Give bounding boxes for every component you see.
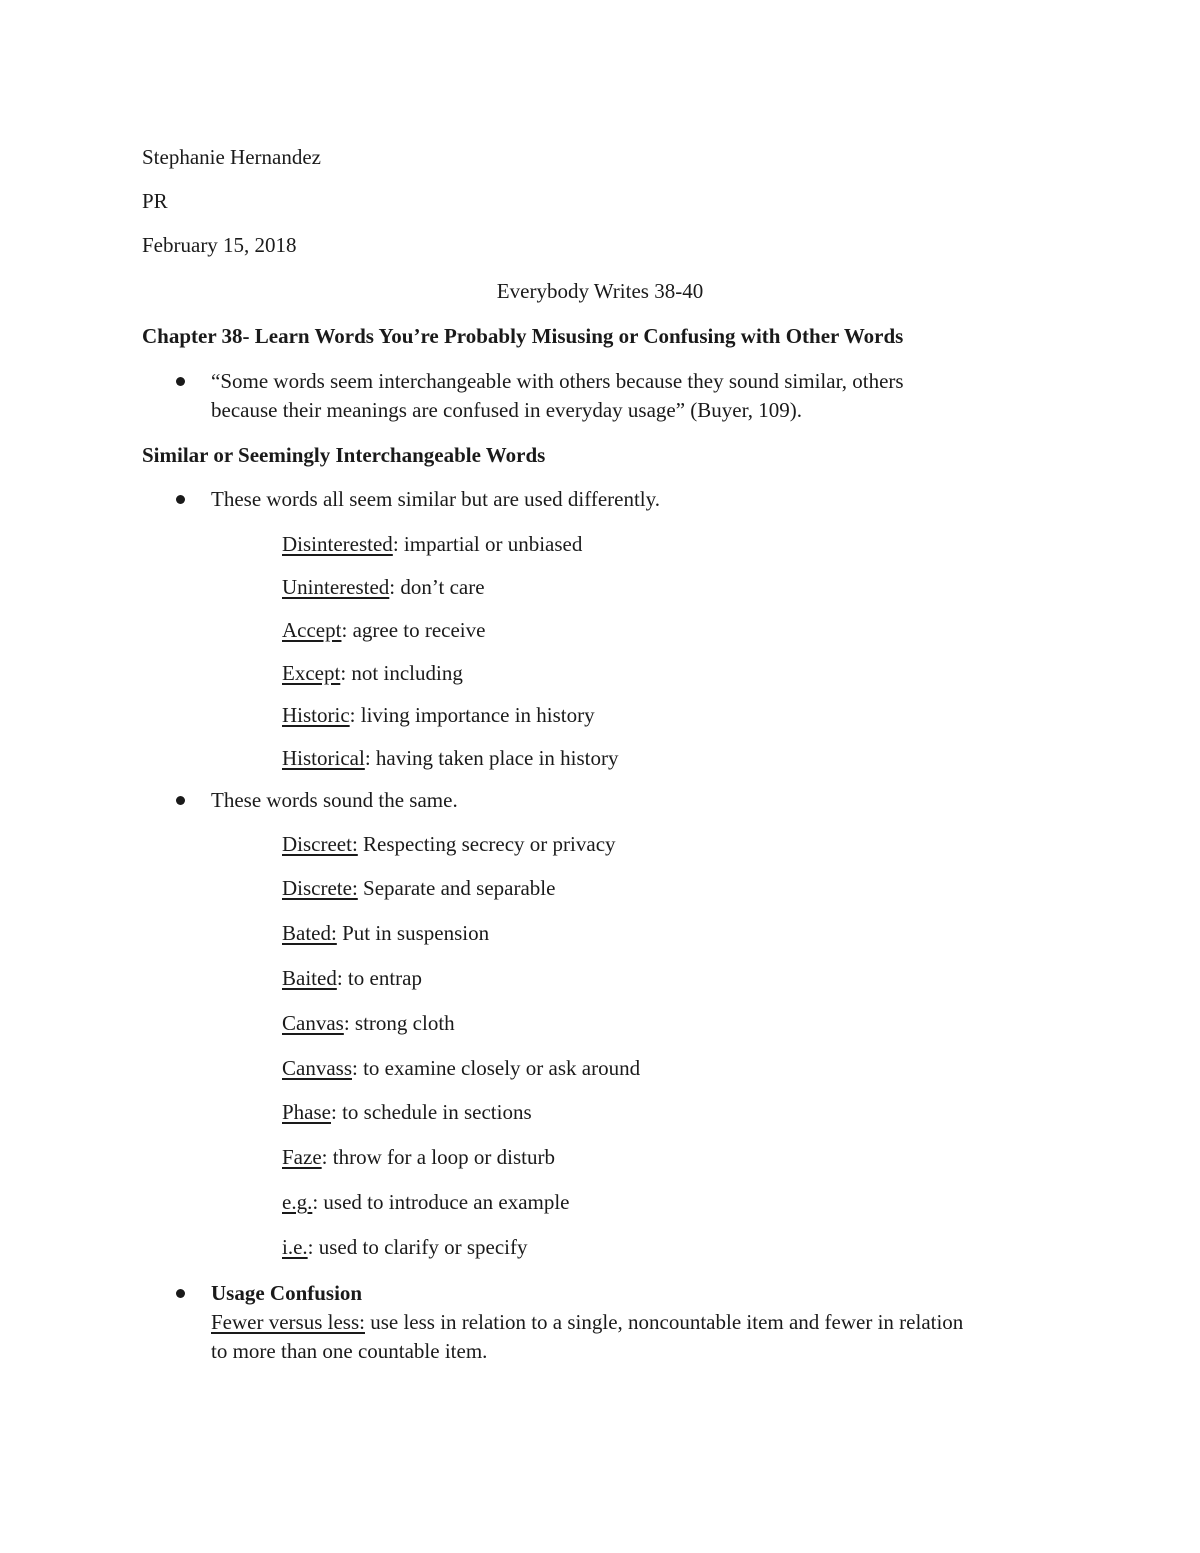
bullet-icon <box>176 377 185 386</box>
definition: living importance in history <box>355 703 595 727</box>
term: Historic <box>282 703 350 727</box>
definition-item: Historical: having taken place in history <box>282 746 619 770</box>
section-heading: Similar or Seemingly Interchangeable Words <box>142 443 546 467</box>
definition-item: Accept: agree to receive <box>282 618 486 642</box>
term: Uninterested <box>282 575 390 599</box>
course-name: PR <box>142 189 168 213</box>
definition-item: Faze: throw for a loop or disturb <box>282 1145 555 1169</box>
definition: agree to receive <box>347 618 486 642</box>
usage-line-1: Fewer versus less: use less in relation to a single, noncountable item and fewer in relation <box>211 1310 964 1334</box>
term: Faze <box>282 1145 322 1169</box>
bullet-icon <box>176 495 185 504</box>
definition-item <box>282 874 555 902</box>
definition-item: e.g.: used to introduce an example <box>282 1190 570 1214</box>
definition: used to clarify or specify <box>313 1235 528 1259</box>
definition-item: Baited: to entrap <box>282 966 422 990</box>
definition: Put in suspension <box>336 921 490 945</box>
term: Canvas <box>282 1011 344 1035</box>
definition: not including <box>346 661 463 685</box>
quote-line-2: because their meanings are confused in everyday usage” (Buyer, 109). <box>211 398 803 422</box>
chapter-heading: Chapter 38- Learn Words You’re Probably Misusing or Confusing with Other Words <box>142 324 904 348</box>
usage-line-2: to more than one countable item. <box>211 1339 488 1363</box>
definition-item: Disinterested: impartial or unbiased <box>282 532 583 556</box>
definition: impartial or unbiased <box>398 532 583 556</box>
document-title: Everybody Writes 38-40 <box>496 279 704 303</box>
bullet-icon <box>176 1289 185 1298</box>
usage-term: Fewer versus less: <box>211 1310 365 1334</box>
term: i.e. <box>282 1235 308 1259</box>
term: Canvass <box>282 1056 352 1080</box>
term: Bated: <box>282 921 337 945</box>
definition-item: Canvas: strong cloth <box>282 1011 455 1035</box>
definition-item: Except: not including <box>282 661 463 685</box>
usage-heading: Usage Confusion <box>211 1281 363 1305</box>
definition: to entrap <box>342 966 422 990</box>
definition: throw for a loop or disturb <box>327 1145 555 1169</box>
bullet-same-sound: These words sound the same. <box>211 788 458 812</box>
term: Discreet: <box>282 832 358 856</box>
term: e.g. <box>282 1190 313 1214</box>
term: Accept <box>282 618 342 642</box>
definition-item: i.e.: used to clarify or specify <box>282 1235 528 1259</box>
definition-item: Canvass: to examine closely or ask around <box>282 1056 641 1080</box>
definition: having taken place in history <box>370 746 619 770</box>
definition: used to introduce an example <box>318 1190 570 1214</box>
term: Except <box>282 661 341 685</box>
definition: Separate and separable <box>357 876 556 900</box>
document-date: February 15, 2018 <box>142 233 297 257</box>
definition-item: Phase: to schedule in sections <box>282 1100 532 1124</box>
definition-item: Uninterested: don’t care <box>282 575 485 599</box>
bullet-similar-words: These words all seem similar but are used differently. <box>211 487 661 511</box>
term: Phase <box>282 1100 331 1124</box>
quote-line-1: “Some words seem interchangeable with others because they sound similar, others <box>211 369 904 393</box>
definition: to schedule in sections <box>336 1100 532 1124</box>
term: Discrete: <box>282 876 358 900</box>
term: Disinterested <box>282 532 393 556</box>
definition: Respecting secrecy or privacy <box>357 832 616 856</box>
definition-item <box>282 830 616 858</box>
definition: to examine closely or ask around <box>357 1056 641 1080</box>
definition-item <box>282 919 489 947</box>
definition: strong cloth <box>349 1011 455 1035</box>
term: Historical <box>282 746 365 770</box>
term: Baited <box>282 966 337 990</box>
definition-item: Historic: living importance in history <box>282 703 595 727</box>
definition: don’t care <box>395 575 485 599</box>
author-name: Stephanie Hernandez <box>142 145 322 169</box>
bullet-icon <box>176 796 185 805</box>
